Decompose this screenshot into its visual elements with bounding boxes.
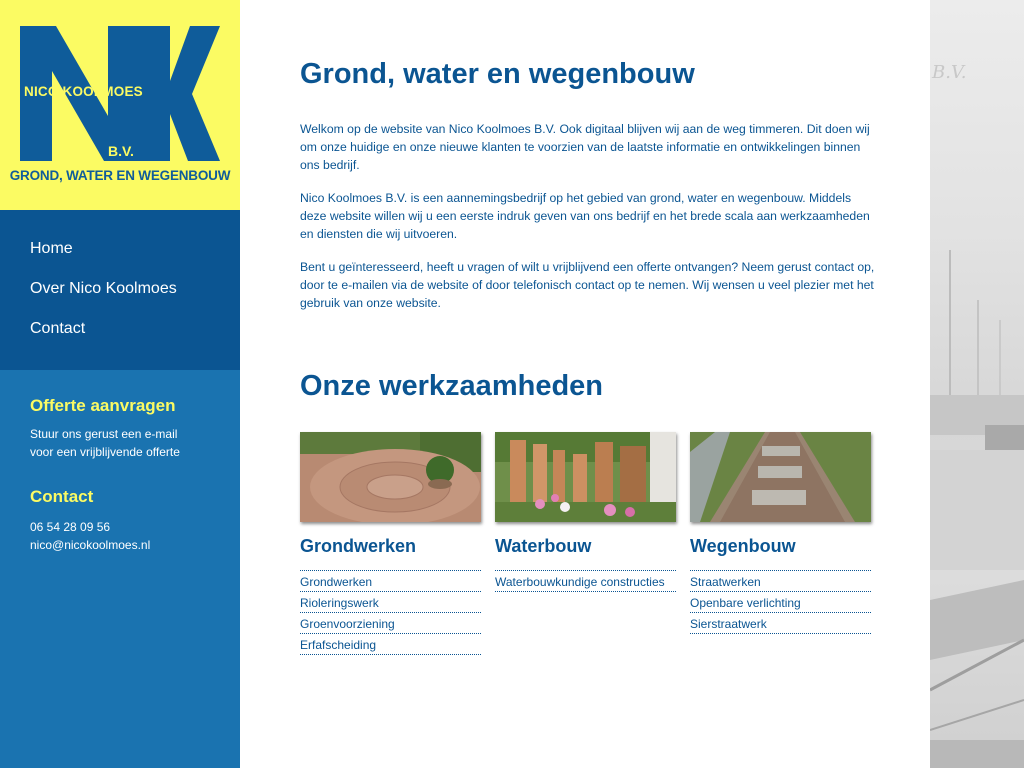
sidebar <box>0 0 240 768</box>
list-item[interactable]: Rioleringswerk <box>300 592 481 613</box>
card-title-grondwerken[interactable]: Grondwerken <box>300 536 417 556</box>
logo[interactable] <box>0 0 240 210</box>
card-image-wegenbouw[interactable] <box>690 432 871 522</box>
list-item[interactable]: Groenvoorziening <box>300 613 481 634</box>
card-waterbouw <box>495 432 676 592</box>
offerte-text-1: Stuur ons gerust een e-mail <box>30 427 178 441</box>
contact-block <box>0 461 240 554</box>
list-item[interactable]: Sierstraatwerk <box>690 613 871 634</box>
paragraph-line: Welkom op de website van Nico Koolmoes B.V. Ook digitaal blijven wij aan de weg timmeren. Dit doen wij <box>300 122 870 136</box>
list-item[interactable]: Openbare verlichting <box>690 592 871 613</box>
list-item[interactable]: Grondwerken <box>300 571 481 592</box>
card-list-wegenbouw <box>690 571 871 634</box>
offerte-text-2: voor een vrijblijvende offerte <box>30 445 180 459</box>
list-item[interactable]: Erfafscheiding <box>300 634 481 655</box>
card-grondwerken <box>300 432 481 655</box>
paragraph-line: deze website willen wij u een eerste indruk geven van ons bedrijf en het brede scala aan werkzaamheden <box>300 209 870 223</box>
logo-bv: B.V. <box>108 143 134 159</box>
list-item[interactable]: Waterbouwkundige constructies <box>495 571 676 592</box>
card-image-waterbouw[interactable] <box>495 432 676 522</box>
offerte-block <box>0 370 240 461</box>
background-bv-text: B.V. <box>932 62 967 83</box>
contact-title: Contact <box>30 487 94 506</box>
paragraph-line: door te e-mailen via de website of door telefonisch contact op te nemen. Wij wensen u veel plezier met het <box>300 278 874 292</box>
paragraph-line: gebruik van onze website. <box>300 296 441 310</box>
intro-paragraph-2 <box>300 189 875 243</box>
nav-item-home[interactable]: Home <box>30 240 73 257</box>
logo-tagline: GROND, WATER EN WEGENBOUW <box>9 168 231 183</box>
card-image-grondwerken[interactable] <box>300 432 481 522</box>
card-title-wrap <box>300 535 481 571</box>
card-title-wrap <box>495 535 676 571</box>
page-title: Grond, water en wegenbouw <box>300 58 695 90</box>
logo-name: NICO KOOLMOES <box>24 84 143 99</box>
works-title: Onze werkzaamheden <box>300 370 603 402</box>
background-photo <box>930 0 1024 768</box>
intro-paragraph-1 <box>300 120 875 174</box>
paragraph-line: Bent u geïnteresseerd, heeft u vragen of wilt u vrijblijvend een offerte ontvangen? Neem gerust contact op, <box>300 260 875 274</box>
offerte-title[interactable]: Offerte aanvragen <box>30 396 176 415</box>
contact-email[interactable]: nico@nicokoolmoes.nl <box>30 538 151 552</box>
card-title-waterbouw[interactable]: Waterbouw <box>495 536 592 556</box>
nav-item-contact[interactable]: Contact <box>30 320 86 337</box>
intro-paragraph-3 <box>300 258 875 312</box>
card-list-grondwerken <box>300 571 481 655</box>
contact-phone: 06 54 28 09 56 <box>30 520 111 534</box>
paving-circle-photo-icon <box>300 432 481 522</box>
paved-path-photo-icon <box>690 432 871 522</box>
fence-garden-photo-icon <box>495 432 676 522</box>
main-nav <box>0 210 240 370</box>
paragraph-line: en diensten die wij uitvoeren. <box>300 227 458 241</box>
card-title-wrap <box>690 535 871 571</box>
paragraph-line: Nico Koolmoes B.V. is een aannemingsbedrijf op het gebied van grond, water en wegenbouw. Middels <box>300 191 852 205</box>
paragraph-line: om onze huidige en onze nieuwe klanten te voorzien van de laatste informatie en ontwikkelingen binnen <box>300 140 861 154</box>
nav-item-over[interactable]: Over Nico Koolmoes <box>30 280 177 297</box>
card-title-wegenbouw[interactable]: Wegenbouw <box>690 536 796 556</box>
card-list-waterbouw <box>495 571 676 592</box>
card-wegenbouw <box>690 432 871 634</box>
ship-photo-icon <box>930 0 1024 768</box>
paragraph-line: ons bedrijf. <box>300 158 360 172</box>
list-item[interactable]: Straatwerken <box>690 571 871 592</box>
